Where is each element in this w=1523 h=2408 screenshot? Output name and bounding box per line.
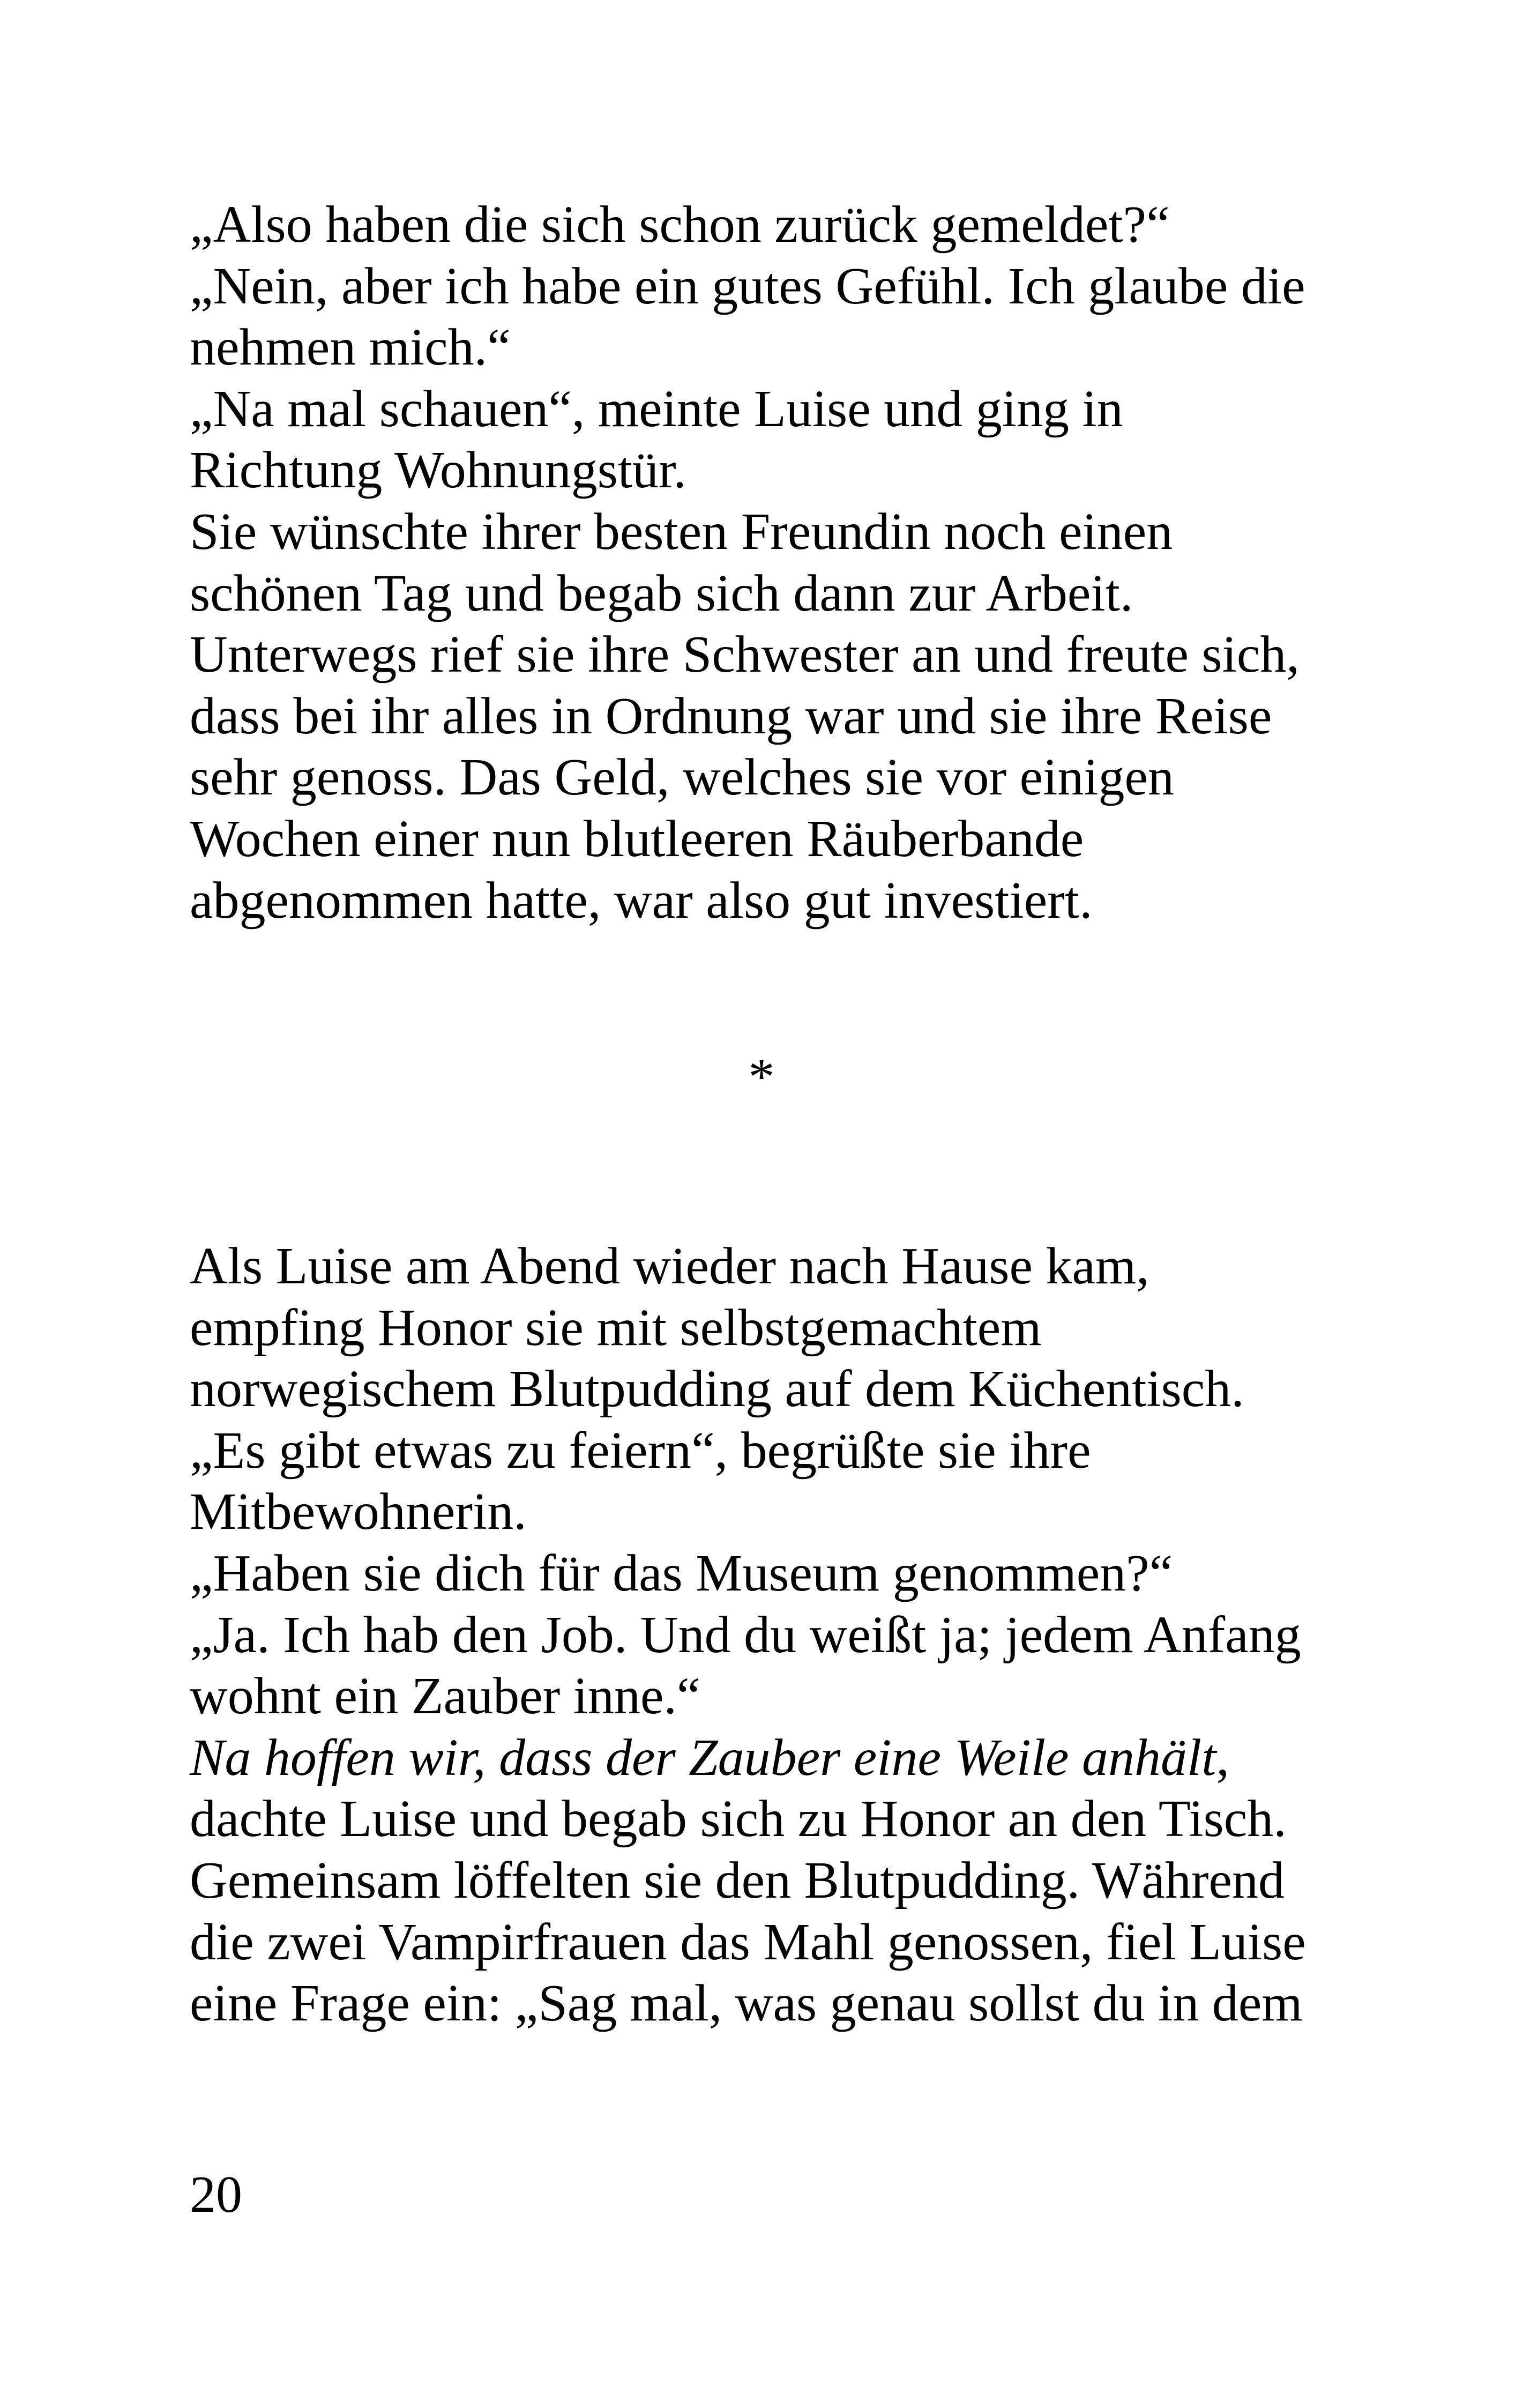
text-line: Unterwegs rief sie ihre Schwester an und freute sich, <box>190 626 1300 684</box>
text-block-1 <box>190 194 1347 931</box>
text-line: „Ja. Ich hab den Job. Und du weißt ja; jedem Anfang <box>190 1606 1301 1664</box>
italic-thought: Na hoffen wir, dass der Zauber eine Weile anhält <box>190 1728 1216 1787</box>
text-line: „Also haben die sich schon zurück gemeldet?“ <box>190 196 1170 254</box>
text-line: dachte Luise und begab sich zu Honor an den Tisch. <box>190 1790 1287 1848</box>
text-line: schönen Tag und begab sich dann zur Arbeit. <box>190 564 1133 622</box>
text-line: nehmen mich.“ <box>190 318 511 377</box>
page-number: 20 <box>190 2166 242 2224</box>
text-line: „Haben sie dich für das Museum genommen?“ <box>190 1544 1173 1602</box>
text-line: sehr genoss. Das Geld, welches sie vor einigen <box>190 748 1175 807</box>
text-line: Sie wünschte ihrer besten Freundin noch einen <box>190 502 1173 561</box>
thought-punctuation: , <box>1216 1728 1229 1787</box>
text-block-2 <box>190 1236 1347 2034</box>
text-line: die zwei Vampirfrauen das Mahl genossen, fiel Luise <box>190 1913 1306 1971</box>
text-line: „Na mal schauen“, meinte Luise und ging in <box>190 380 1123 438</box>
text-line: „Es gibt etwas zu feiern“, begrüßte sie ihre <box>190 1421 1091 1480</box>
text-line: norwegischem Blutpudding auf dem Küchentisch. <box>190 1360 1244 1418</box>
text-line: Als Luise am Abend wieder nach Hause kam, <box>190 1237 1149 1295</box>
text-line-italic-thought <box>190 1727 1347 1789</box>
text-line: wohnt ein Zauber inne.“ <box>190 1667 700 1726</box>
section-separator: * <box>748 1048 775 1106</box>
text-line: Mitbewohnerin. <box>190 1483 527 1541</box>
text-line: empfing Honor sie mit selbstgemachtem <box>190 1298 1042 1357</box>
text-line: Gemeinsam löffelten sie den Blutpudding. Während <box>190 1851 1285 1909</box>
text-line: Richtung Wohnungstür. <box>190 441 686 500</box>
text-line: „Nein, aber ich habe ein gutes Gefühl. Ich glaube die <box>190 257 1305 315</box>
text-line: Wochen einer nun blutleeren Räuberbande <box>190 809 1084 868</box>
text-line: dass bei ihr alles in Ordnung war und sie ihre Reise <box>190 687 1272 745</box>
text-line: abgenommen hatte, war also gut investiert. <box>190 871 1093 930</box>
text-line: eine Frage ein: „Sag mal, was genau sollst du in dem <box>190 1974 1303 2033</box>
